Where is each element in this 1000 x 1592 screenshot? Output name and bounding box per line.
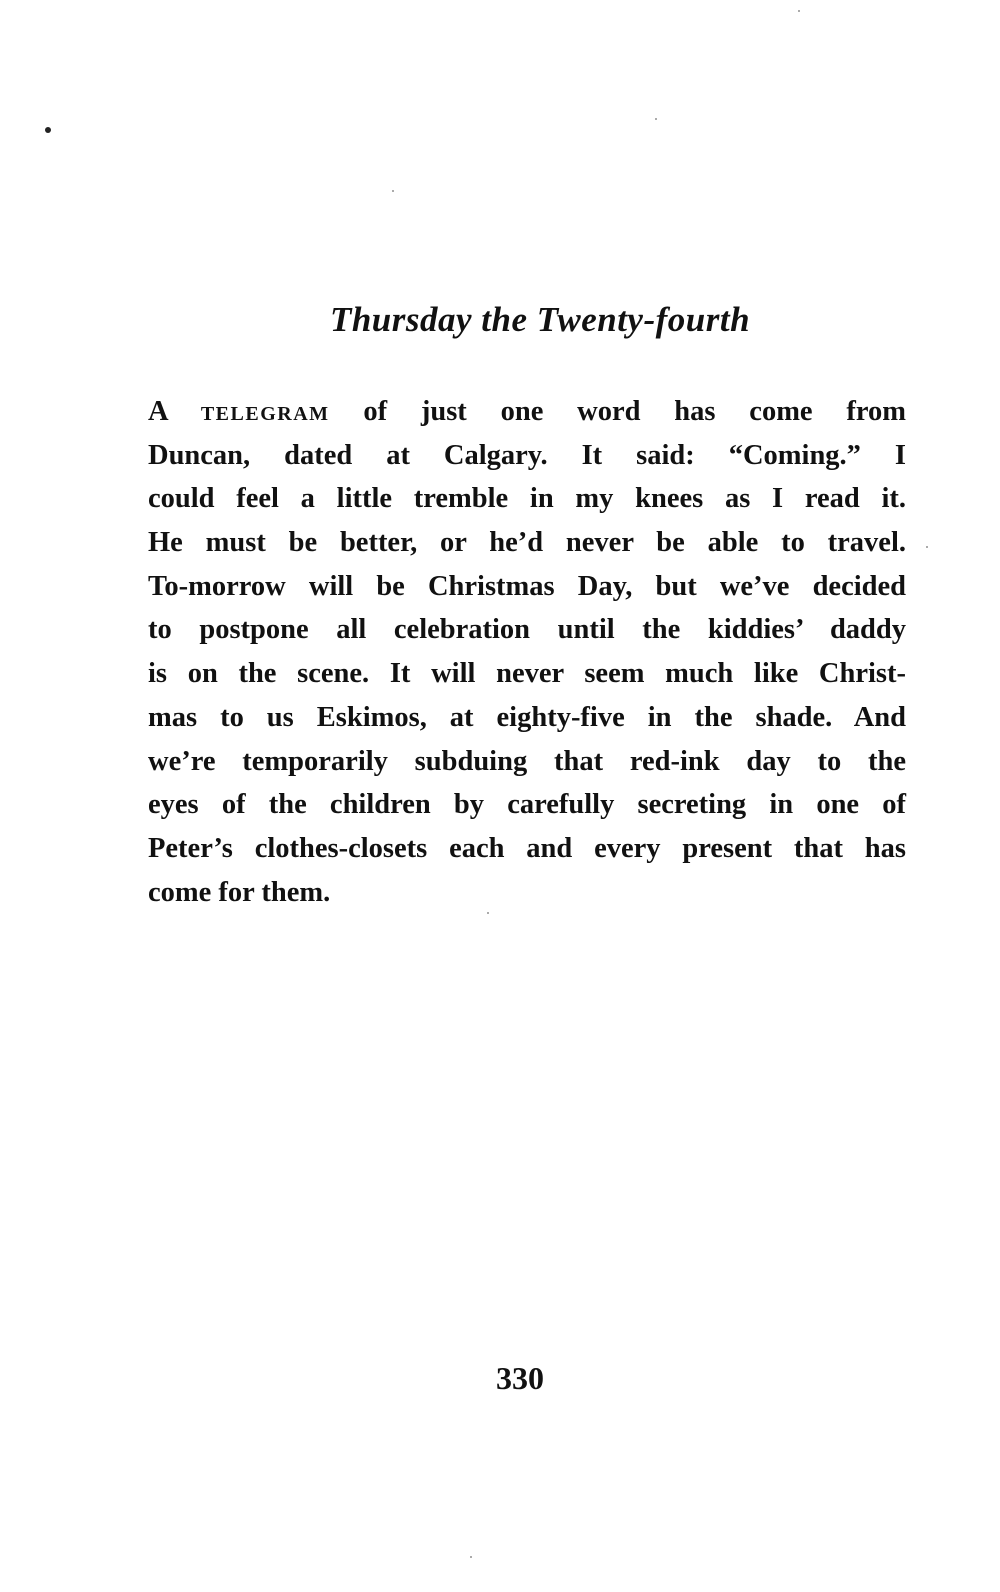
scan-speck (45, 127, 51, 133)
body-line: is on the scene. It will never seem much like Christ- (148, 658, 906, 690)
scan-speck (798, 10, 800, 12)
body-line: mas to us Eskimos, at eighty-five in the shade. And (148, 701, 906, 733)
scan-speck (926, 546, 928, 548)
body-line (148, 390, 906, 434)
first-line-rest: of just one word has come from (329, 396, 907, 427)
chapter-heading: Thursday the Twenty-fourth (329, 300, 751, 339)
lead-smallcaps: telegram (200, 396, 330, 427)
scan-speck (470, 1556, 472, 1558)
body-line: eyes of the children by carefully secreting in one of (148, 789, 906, 821)
body-line: Peter’s clothes-closets each and every present that has (148, 832, 906, 864)
lead-word: A (148, 396, 168, 427)
body-line: to postpone all celebration until the kiddies’ daddy (148, 614, 906, 646)
scan-speck (655, 118, 657, 120)
body-line-last: come for them. (148, 876, 331, 908)
body-line: To-morrow will be Christmas Day, but we’ve decided (148, 570, 906, 602)
body-line: Duncan, dated at Calgary. It said: “Coming.” I (148, 439, 906, 471)
body-line: could feel a little tremble in my knees as I read it. (148, 483, 906, 515)
chapter-body (148, 390, 906, 914)
page-number: 330 (496, 1360, 544, 1396)
body-line: He must be better, or he’d never be able to travel. (148, 527, 906, 559)
body-line: we’re temporarily subduing that red-ink day to the (148, 745, 906, 777)
scan-speck (392, 190, 394, 192)
